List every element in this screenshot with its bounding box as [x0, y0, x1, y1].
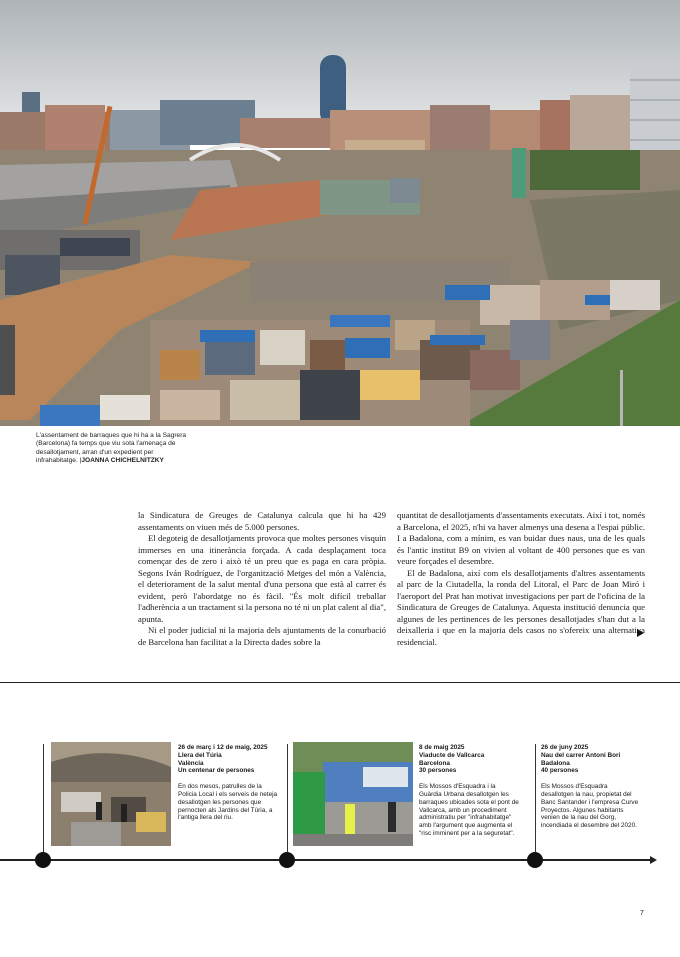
article-column-1 [138, 510, 386, 648]
entry-place: Nau del carrer Antoni Bori [541, 751, 621, 759]
paragraph: quantitat de desallotjaments d'assentaments executats. Així i tot, només a Barcelona, el 2025, n'hi va haver almenys una desena a l'espai públic. I a Badalona, com a mínim, es van buidar dues naus, una de les quals és l'antic institut B9 on vivien al voltant de 400 persones que es van veure forçades el desembre. [397, 510, 645, 566]
caption-credit: JOANNA CHICHELNITZKY [81, 457, 164, 465]
section-divider [0, 682, 680, 683]
timeline-arrow-icon [650, 856, 657, 864]
entry-place: Llera del Túria [178, 751, 222, 759]
entry-people: Un centenar de persones [178, 767, 255, 775]
paragraph: El de Badalona, així com els desallotjaments d'altres assentaments al parc de la Ciutadella, la ronda del Litoral, el Parc de Joan Miró i l'aeroport del Prat han motivat investigacions per part de l'oficina de la Sindicatura de Greuges de Catalunya. Aquesta institució denuncia que algunes de les pertinences de les persones desallotjades s'han dut a la deixalleria i que en la majoria dels casos no s'ofereix una alternativa residencial. [397, 567, 645, 647]
paragraph: El degoteig de desallotjaments provoca que moltes persones visquin immerses en una itinerància forçada. A cada desplaçament toca començar des de zero i això té un preu que es paga en cara pròpia. Segons Iván Rodríguez, de l'organització Metges del món a València, el deteriorament de la salut mental d'una persona que està al carrer és evident, però l'abordatge no és fàcil. "És molt difícil treballar l'adherència a un tractament si la persona no té ni un plat calent al dia", apunta. [138, 533, 386, 624]
caption-text: L'assentament de barraques que hi ha a la Sagrera (Barcelona) fa temps que viu sota l'amenaça de desallotjament, arran d'un expedient per infrahabitatge. [36, 432, 187, 465]
entry-people: 30 persones [419, 767, 457, 775]
settlement-photo-illustration [0, 0, 680, 426]
entry-text: Els Mossos d'Esquadra i la Guàrdia Urbana desallotgen les barraques ubicades sota el pont de Vallcarca, amb un procediment administratiu per "infrahabitatge" amb l'argument que augmenta el "risc imminent per a la seguretat". [419, 783, 519, 837]
timeline-entry-3 [541, 744, 641, 830]
timeline-stem [535, 744, 536, 858]
entry-text: Els Mossos d'Esquadra desallotgen la nau, propietat del Banc Santander i l'empresa Curve Proyectos. Algunes habitants venien de la nau del Gorg, incendiada el desembre del 2020. [541, 783, 639, 830]
timeline-dot [527, 852, 543, 868]
entry-date: 8 de maig 2025 [419, 744, 465, 751]
timeline-photo-valencia [51, 742, 171, 846]
timeline-photo-vallcarca [293, 742, 413, 846]
entry-text: En dos mesos, patrulles de la Policia Local i els serveis de neteja desallotgen les persones que pernocten als Jardins del Túria, a l'antiga llera del riu. [178, 783, 278, 822]
entry-city: València [178, 759, 204, 767]
entry-people: 40 persones [541, 767, 579, 775]
timeline-stem [43, 744, 44, 858]
timeline-entry-1 [178, 744, 278, 822]
photo-caption: L'assentament de barraques que hi ha a la Sagrera (Barcelona) fa temps que viu sota l'amenaça de desallotjament, arran d'un expedient per infrahabitatge. |JOANNA CHICHELNITZKY [36, 432, 187, 465]
timeline-stem [287, 744, 288, 858]
entry-date: 26 de juny 2025 [541, 744, 589, 751]
paragraph: Ni el poder judicial ni la majoria dels ajuntaments de la conurbació de Barcelona han facilitat a la Directa dades sobre la [138, 625, 386, 647]
continue-arrow-icon [637, 629, 644, 637]
timeline-dot [279, 852, 295, 868]
timeline-entry-2 [419, 744, 519, 838]
timeline-dot [35, 852, 51, 868]
entry-city: Badalona [541, 759, 570, 767]
article-column-2 [397, 510, 645, 648]
paragraph: la Sindicatura de Greuges de Catalunya calcula que hi ha 429 assentaments on viuen més de 5.000 persones. [138, 510, 386, 532]
page-number: 7 [640, 910, 644, 917]
entry-city: Barcelona [419, 759, 450, 767]
entry-place: Viaducte de Vallcarca [419, 751, 485, 759]
entry-date: 26 de març i 12 de maig, 2025 [178, 744, 268, 751]
main-photo [0, 0, 680, 426]
timeline-axis [0, 859, 650, 861]
